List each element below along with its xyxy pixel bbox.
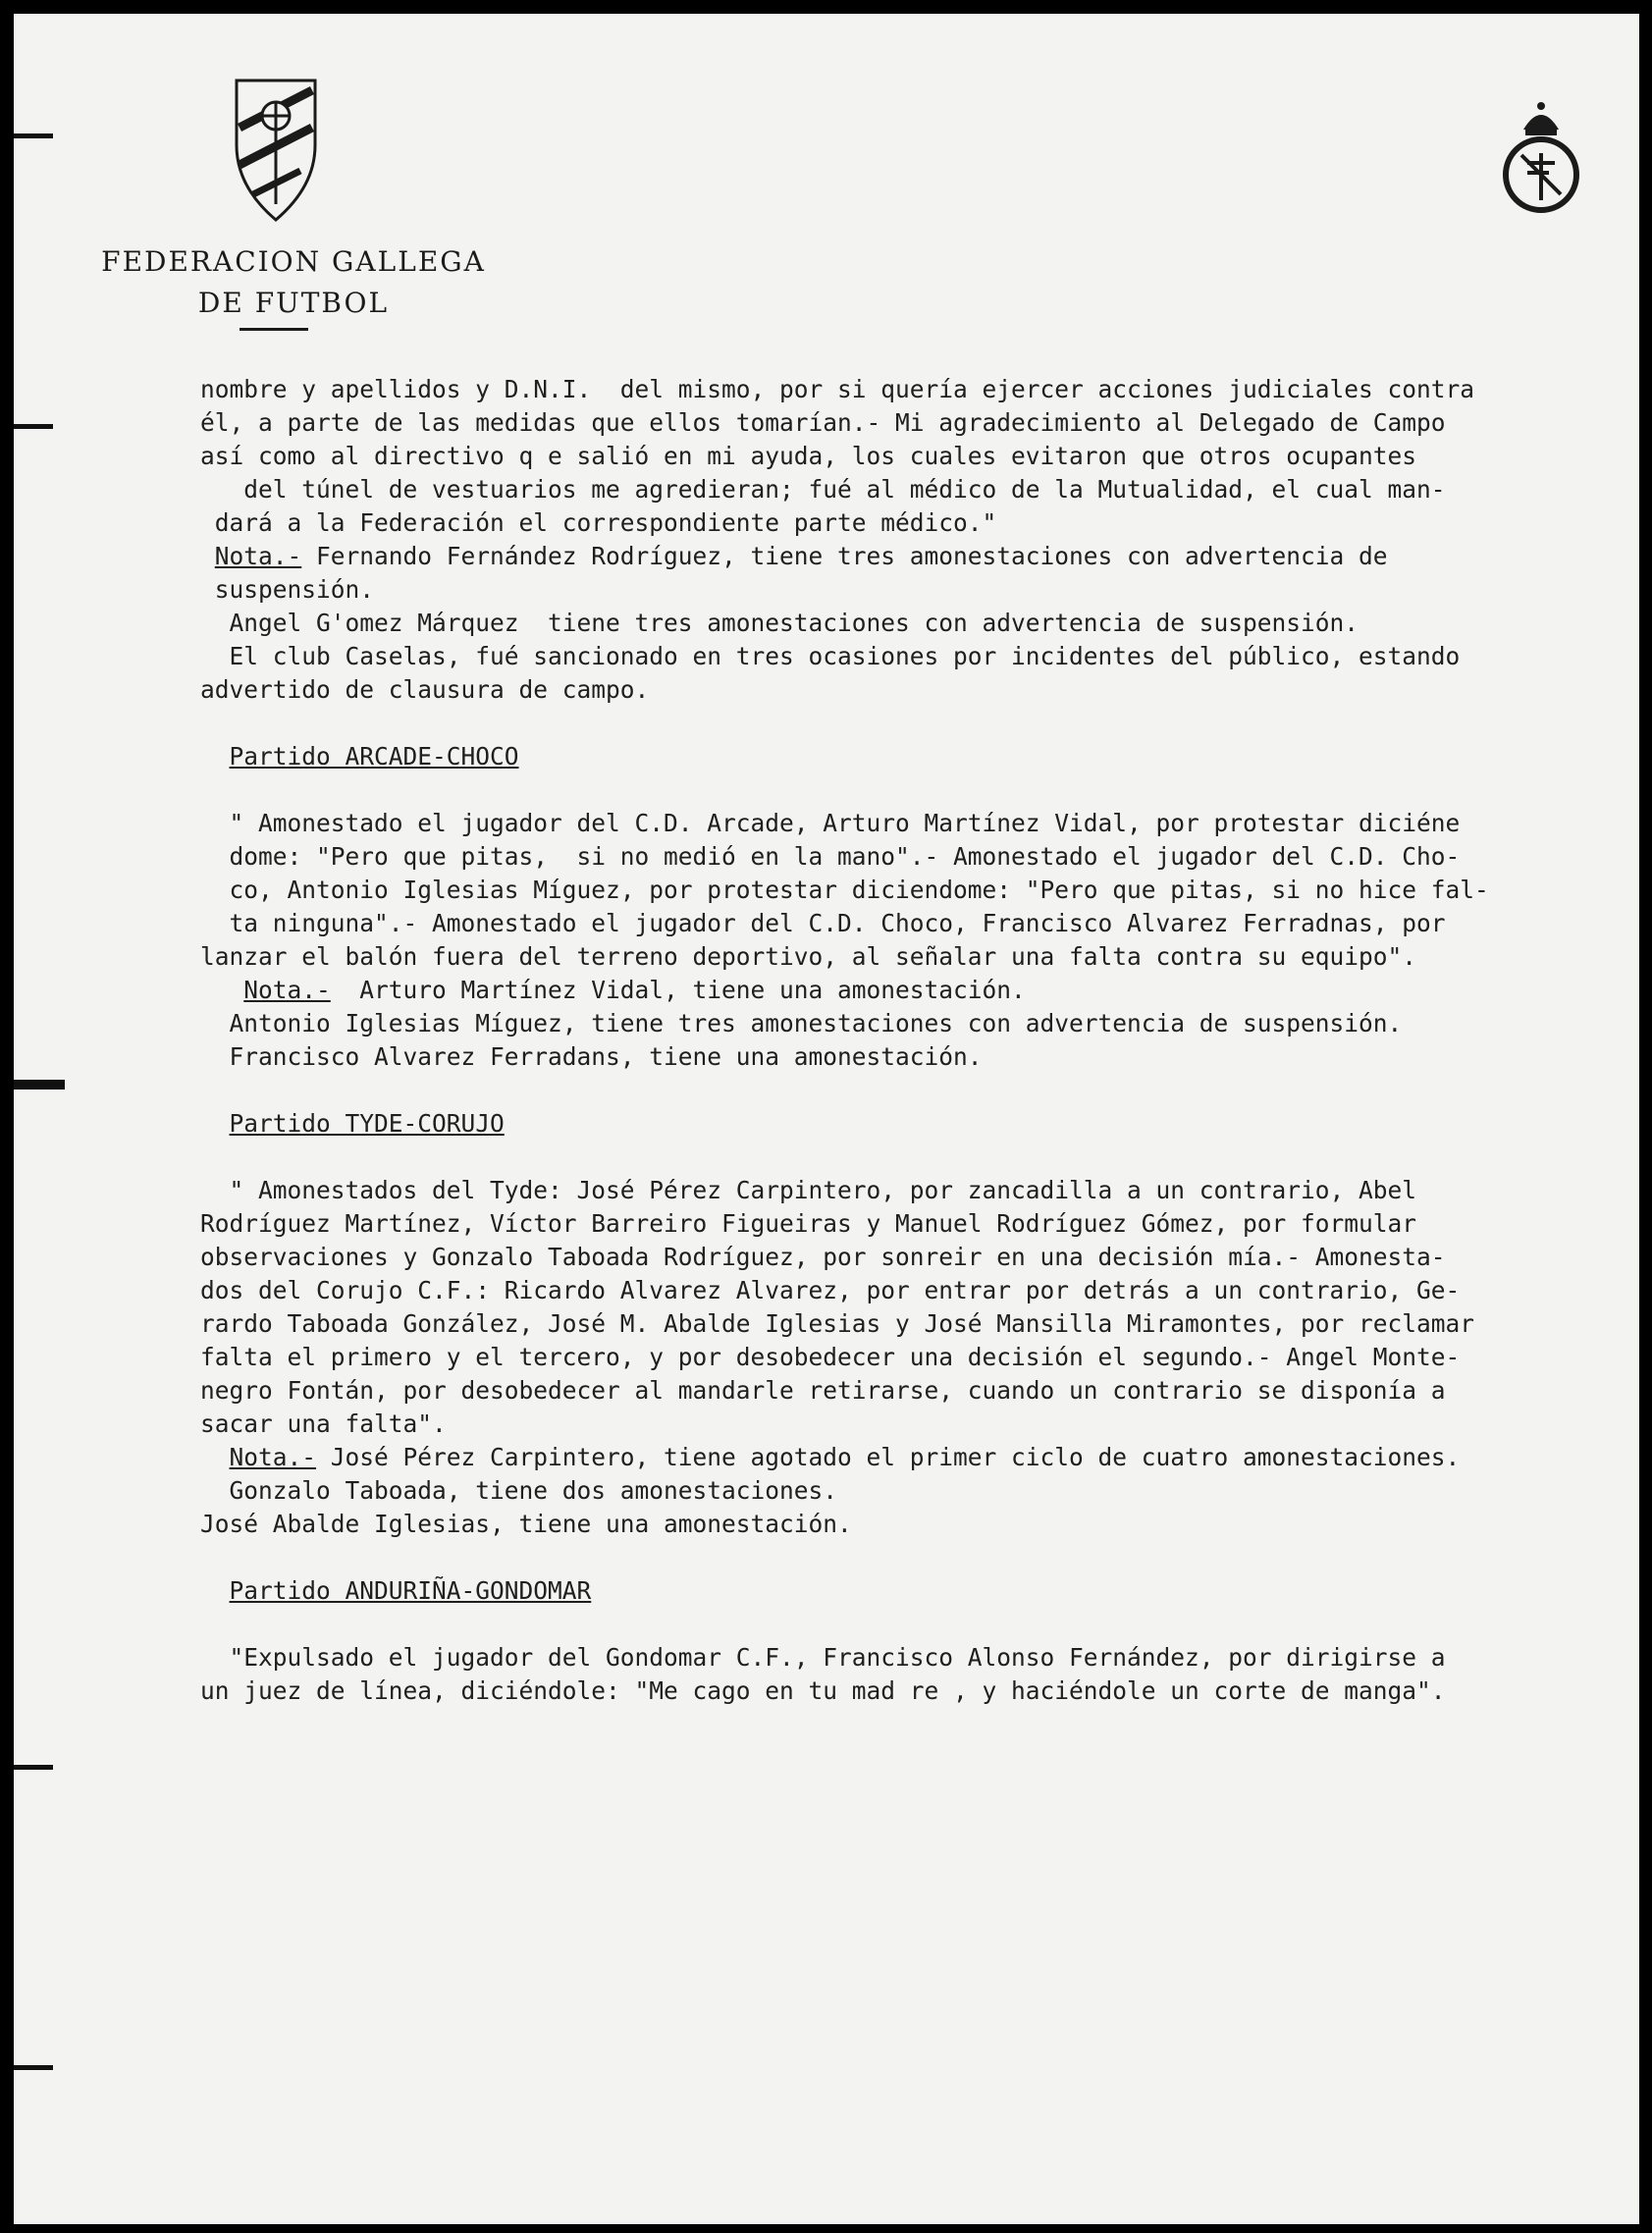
section-line: falta el primero y el tercero, y por desobedecer una decisión el segundo.- Angel Monte-: [200, 1343, 1461, 1371]
binding-mark: [14, 424, 53, 429]
section-line: negro Fontán, por desobedecer al mandarle retirarse, cuando un contrario se disponía a: [200, 1376, 1446, 1405]
section-line: lanzar el balón fuera del terreno deportivo, al señalar una falta contra su equipo".: [200, 942, 1417, 971]
section-line: rardo Taboada González, José M. Abalde Iglesias y José Mansilla Miramontes, por reclamar: [200, 1309, 1475, 1338]
heading-text: Partido ARCADE-CHOCO: [229, 742, 519, 771]
binding-mark: [14, 1765, 53, 1770]
organization-name: [82, 241, 505, 324]
note-line: suspensión.: [200, 575, 375, 604]
section-line: co, Antonio Iglesias Míguez, por protestar diciendome: "Pero que pitas, si no hice fal-: [200, 876, 1489, 904]
section-line: Rodríguez Martínez, Víctor Barreiro Figueiras y Manuel Rodríguez Gómez, por formular: [200, 1209, 1417, 1238]
note-line: [200, 1441, 1633, 1474]
body-line: dará a la Federación el correspondiente parte médico.": [200, 508, 997, 537]
body-line: nombre y apellidos y D.N.I. del mismo, por si quería ejercer acciones judiciales contra: [200, 375, 1475, 403]
section-line: un juez de línea, diciéndole: "Me cago en tu mad re , y haciéndole un corte de manga".: [200, 1676, 1446, 1705]
section-line: " Amonestados del Tyde: José Pérez Carpintero, por zancadilla a un contrario, Abel: [200, 1176, 1417, 1204]
section-line: " Amonestado el jugador del C.D. Arcade, Arturo Martínez Vidal, por protestar diciéne: [200, 809, 1461, 837]
note-line: Francisco Alvarez Ferradans, tiene una amonestación.: [200, 1042, 983, 1071]
note-line: Gonzalo Taboada, tiene dos amonestaciones.: [200, 1476, 838, 1505]
heading-text: Partido ANDURIÑA-GONDOMAR: [229, 1576, 592, 1605]
note-label: Nota.-: [243, 976, 331, 1004]
note-line: [200, 540, 1633, 573]
binding-mark: [14, 133, 53, 138]
section-line: observaciones y Gonzalo Taboada Rodríguez, por sonreir en una decisión mía.- Amonesta-: [200, 1243, 1446, 1271]
royal-crest-icon: [1500, 94, 1582, 222]
organization-line-2: DE FUTBOL: [197, 287, 390, 319]
binding-mark: [14, 2065, 53, 2070]
section-line: sacar una falta".: [200, 1409, 447, 1438]
document-page: [14, 14, 1639, 2224]
note-label: Nota.-: [229, 1443, 317, 1471]
note-text: José Pérez Carpintero, tiene agotado el primer ciclo de cuatro amonestaciones.: [316, 1443, 1461, 1471]
binding-mark: [14, 1080, 65, 1090]
body-line: del túnel de vestuarios me agredieran; fué al médico de la Mutualidad, el cual man-: [200, 475, 1446, 504]
document-body: [200, 373, 1633, 1708]
section-heading: [200, 1574, 1633, 1608]
body-line: así como al directivo q e salió en mi ayuda, los cuales evitaron que otros ocupantes: [200, 442, 1417, 470]
note-line: advertido de clausura de campo.: [200, 675, 650, 704]
note-line: El club Caselas, fué sancionado en tres ocasiones por incidentes del público, estando: [200, 642, 1461, 670]
heading-text: Partido TYDE-CORUJO: [229, 1109, 505, 1138]
federation-shield-icon: [232, 77, 320, 224]
note-line: [200, 974, 1633, 1007]
note-line: Antonio Iglesias Míguez, tiene tres amonestaciones con advertencia de suspensión.: [200, 1009, 1403, 1037]
note-line: Angel G'omez Márquez tiene tres amonestaciones con advertencia de suspensión.: [200, 609, 1359, 637]
header-divider: [240, 328, 308, 331]
note-text: Fernando Fernández Rodríguez, tiene tres amonestaciones con advertencia de: [301, 542, 1388, 570]
section-line: "Expulsado el jugador del Gondomar C.F., Francisco Alonso Fernández, por dirigirse a: [200, 1643, 1446, 1672]
note-label: Nota.-: [214, 542, 302, 570]
section-line: dome: "Pero que pitas, si no medió en la mano".- Amonestado el jugador del C.D. Cho-: [200, 842, 1461, 871]
section-heading: [200, 740, 1633, 773]
section-line: dos del Corujo C.F.: Ricardo Alvarez Alvarez, por entrar por detrás a un contrario, Ge-: [200, 1276, 1461, 1304]
body-line: él, a parte de las medidas que ellos tomarían.- Mi agradecimiento al Delegado de Campo: [200, 408, 1446, 437]
note-text: Arturo Martínez Vidal, tiene una amonestación.: [330, 976, 1026, 1004]
note-line: José Abalde Iglesias, tiene una amonestación.: [200, 1510, 852, 1538]
section-heading: [200, 1107, 1633, 1141]
organization-line-1: FEDERACION GALLEGA: [101, 245, 486, 278]
section-line: ta ninguna".- Amonestado el jugador del C.D. Choco, Francisco Alvarez Ferradnas, por: [200, 909, 1446, 937]
